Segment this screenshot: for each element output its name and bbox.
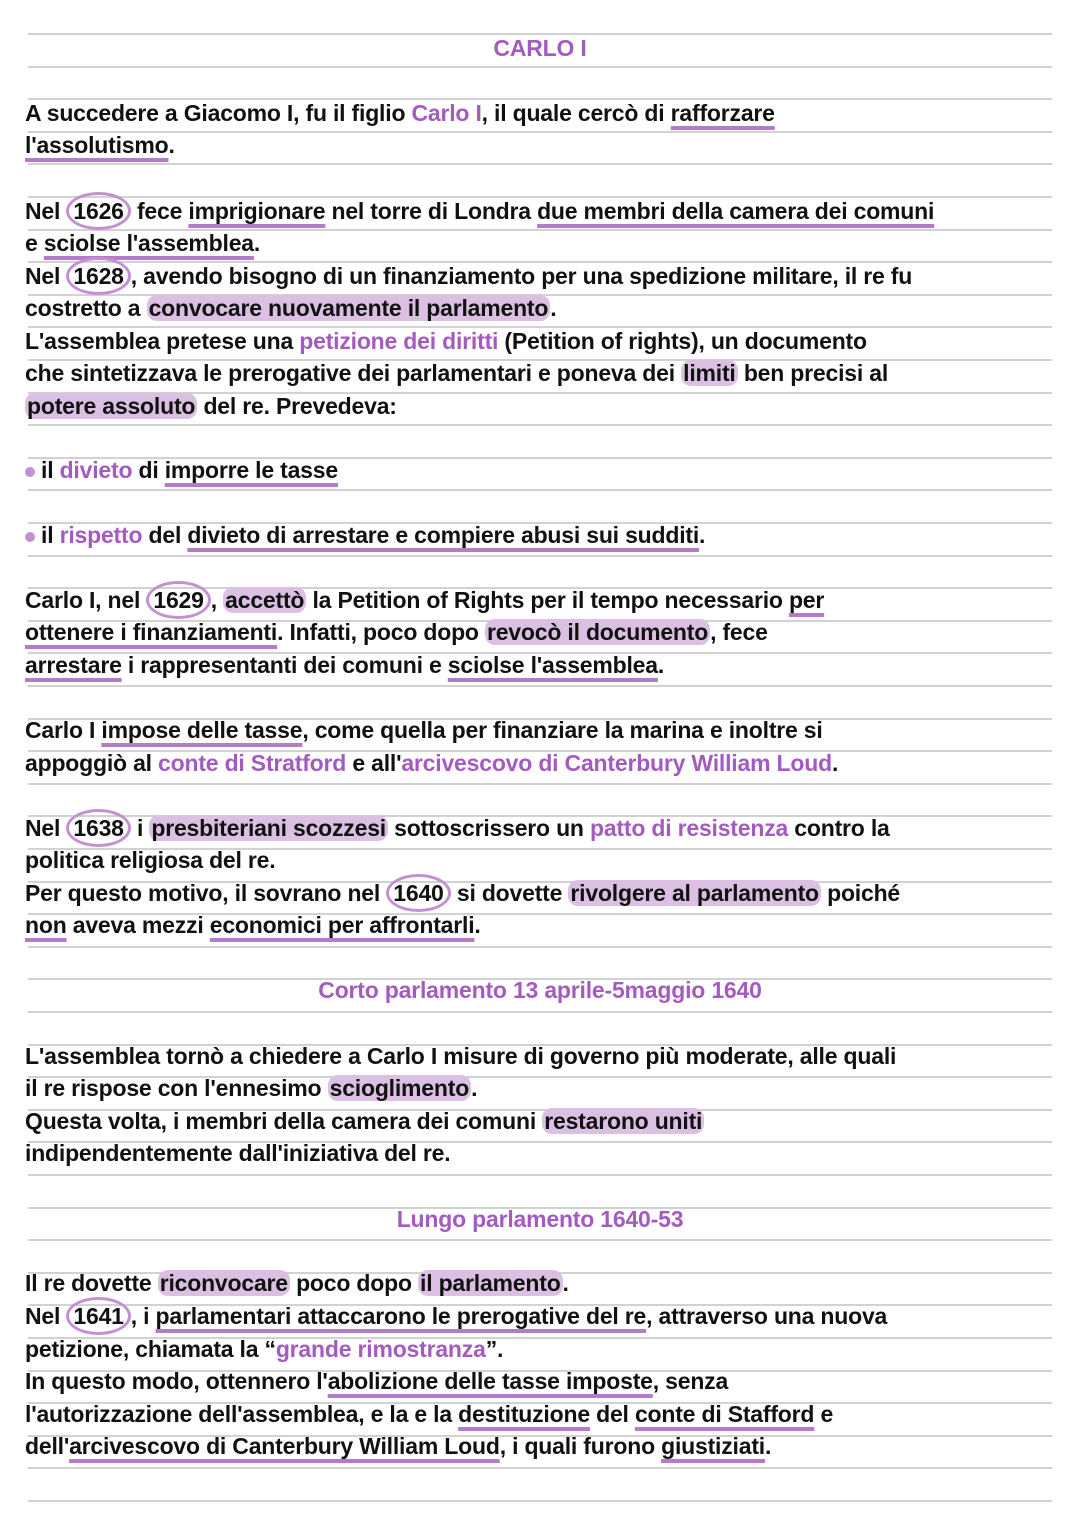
text-segment: dell'	[25, 1433, 70, 1459]
text-line	[25, 455, 338, 485]
text-line	[25, 391, 397, 421]
circled-year: 1640	[386, 874, 450, 912]
text-segment: , avendo bisogno di un finanziamento per una spedizione militare, il re fu	[130, 263, 913, 289]
underlined-text: destituzione	[458, 1401, 590, 1427]
underlined-text: arcivescovo di Canterbury William Loud	[69, 1433, 500, 1459]
text-segment: .	[831, 750, 839, 776]
text-segment: .	[474, 912, 481, 938]
text-line	[25, 98, 775, 128]
circled-year: 1629	[146, 581, 210, 619]
text-segment: appoggiò al	[25, 750, 159, 776]
text-segment: l'autorizzazione dell'assemblea, e la e la	[25, 1401, 459, 1427]
text-line	[25, 358, 888, 388]
highlighted-text: convocare nuovamente il parlamento	[148, 295, 549, 321]
text-line	[25, 1138, 450, 1168]
text-segment: (Petition of rights), un documento	[498, 328, 867, 354]
text-segment: ben precisi al	[737, 360, 889, 386]
keyword-text: CARLO I	[493, 35, 587, 61]
text-line	[25, 748, 838, 778]
text-segment: In questo modo, ottennero l'	[25, 1368, 328, 1394]
keyword-text: rispetto	[59, 522, 143, 548]
text-segment: poco dopo	[289, 1270, 418, 1296]
highlighted-text: riconvocare	[159, 1270, 288, 1296]
underlined-text: arrestare	[25, 652, 122, 678]
highlighted-text: revocò il documento	[486, 619, 709, 645]
text-segment: A succedere a Giacomo I, fu il figlio	[25, 100, 412, 126]
underlined-text: per	[788, 587, 825, 613]
text-line	[25, 1041, 896, 1071]
text-segment: politica religiosa del re.	[25, 847, 276, 873]
text-line	[25, 261, 912, 291]
text-segment: aveva mezzi	[66, 912, 210, 938]
text-segment: sottoscrissero un	[387, 815, 590, 841]
text-segment: del re. Prevedeva:	[197, 393, 397, 419]
text-segment: L'assemblea tornò a chiedere a Carlo I misure di governo più moderate, alle quali	[25, 1043, 897, 1069]
highlighted-text: rivolgere al parlamento	[570, 880, 819, 906]
underlined-text: divieto di arrestare e compiere abusi sui sudditi	[187, 522, 700, 548]
circled-year: 1626	[66, 192, 130, 230]
text-segment: .	[764, 1433, 772, 1459]
keyword-text: Corto parlamento 13 aprile-5maggio 1640	[318, 977, 762, 1003]
text-segment: di	[132, 457, 165, 483]
text-line	[25, 196, 934, 226]
text-segment: , senza	[652, 1368, 729, 1394]
keyword-text: patto di resistenza	[589, 815, 789, 841]
text-segment: la Petition of Rights per il tempo necessario	[306, 587, 789, 613]
text-segment: .	[550, 295, 557, 321]
text-segment: ,	[210, 587, 224, 613]
underlined-text: giustiziati	[661, 1433, 765, 1459]
text-segment: Nel	[25, 1303, 67, 1329]
text-segment: e all'	[346, 750, 402, 776]
keyword-text: grande rimostranza	[275, 1336, 486, 1362]
ruled-line	[28, 131, 1052, 133]
highlighted-text: potere assoluto	[27, 393, 196, 419]
text-segment: nel torre di Londra	[325, 198, 538, 224]
text-line	[25, 1399, 833, 1429]
text-segment: contro la	[788, 815, 890, 841]
ruled-line	[28, 424, 1052, 426]
text-line	[25, 1268, 569, 1298]
text-line	[25, 293, 556, 323]
ruled-line	[28, 163, 1052, 165]
section-heading	[0, 1204, 1080, 1234]
text-segment: del	[142, 522, 188, 548]
text-segment: i	[130, 815, 150, 841]
text-segment: che sintetizzava le prerogative dei parlamentari e poneva dei	[25, 360, 682, 386]
text-segment: Questa volta, i membri della camera dei comuni	[25, 1108, 543, 1134]
underlined-text: impose delle tasse	[101, 717, 303, 743]
ruled-line	[28, 1011, 1052, 1013]
underlined-text: rafforzare	[670, 100, 775, 126]
circled-year: 1628	[66, 257, 130, 295]
text-segment: . Infatti, poco dopo	[277, 619, 485, 645]
text-line	[25, 1431, 771, 1461]
underlined-text: imprigionare	[188, 198, 326, 224]
text-line	[25, 1366, 728, 1396]
highlighted-text: limiti	[683, 360, 736, 386]
text-line	[25, 228, 260, 258]
keyword-text: Lungo parlamento 1640-53	[396, 1206, 684, 1232]
text-segment: Nel	[25, 198, 67, 224]
text-segment: , i	[130, 1303, 156, 1329]
underlined-text: non	[25, 912, 67, 938]
text-segment: .	[168, 132, 175, 158]
text-segment: .	[562, 1270, 569, 1296]
text-segment: .	[657, 652, 665, 678]
highlighted-text: scioglimento	[329, 1075, 470, 1101]
text-segment: indipendentemente dall'iniziativa del re.	[25, 1140, 451, 1166]
highlighted-text: il parlamento	[420, 1270, 561, 1296]
text-segment: i rappresentanti dei comuni e	[121, 652, 448, 678]
text-line	[25, 1301, 887, 1331]
text-segment: e	[25, 230, 44, 256]
text-segment: Nel	[25, 815, 67, 841]
text-segment: .	[253, 230, 261, 256]
text-line	[25, 878, 900, 908]
text-line	[25, 1334, 503, 1364]
ruled-line	[28, 1467, 1052, 1469]
text-line	[25, 1073, 477, 1103]
text-line	[25, 617, 768, 647]
ruled-line	[28, 783, 1052, 785]
text-segment: , fece	[710, 619, 768, 645]
text-line	[25, 326, 867, 356]
text-line	[25, 650, 664, 680]
text-segment: il	[41, 522, 60, 548]
underlined-text: imporre le tasse	[164, 457, 338, 483]
underlined-text: l'assolutismo	[25, 132, 169, 158]
keyword-text: petizione dei diritti	[299, 328, 499, 354]
circled-year: 1638	[66, 809, 130, 847]
ruled-line	[28, 1239, 1052, 1241]
highlighted-text: accettò	[225, 587, 305, 613]
text-segment: il re rispose con l'ennesimo	[25, 1075, 328, 1101]
text-segment: .	[471, 1075, 478, 1101]
text-segment: , attraverso una nuova	[646, 1303, 888, 1329]
ruled-line	[28, 685, 1052, 687]
text-line	[25, 813, 890, 843]
underlined-text: sciolse l'assemblea	[447, 652, 658, 678]
keyword-text: Carlo I	[411, 100, 482, 126]
text-segment: Nel	[25, 263, 67, 289]
underlined-text: economici per affrontarli	[209, 912, 475, 938]
text-line	[25, 520, 705, 550]
text-segment: Carlo I	[25, 717, 102, 743]
text-line	[25, 845, 275, 875]
text-line	[25, 910, 481, 940]
ruled-line	[28, 555, 1052, 557]
text-line	[25, 585, 824, 615]
text-segment: poiché	[820, 880, 901, 906]
text-segment: Il re dovette	[25, 1270, 158, 1296]
text-segment: fece	[130, 198, 189, 224]
section-heading	[0, 33, 1080, 63]
text-segment: , i quali furono	[499, 1433, 662, 1459]
text-segment: Carlo I, nel	[25, 587, 147, 613]
text-segment: .	[699, 522, 706, 548]
text-line	[25, 130, 175, 160]
section-heading	[0, 975, 1080, 1005]
text-line	[25, 1106, 704, 1136]
text-segment: ”.	[485, 1336, 504, 1362]
highlighted-text: presbiteriani scozzesi	[151, 815, 386, 841]
bullet-icon	[25, 532, 35, 542]
text-segment: del	[589, 1401, 635, 1427]
text-segment: , come quella per finanziare la marina e inoltre si	[302, 717, 823, 743]
ruled-line	[28, 1174, 1052, 1176]
keyword-text: divieto	[59, 457, 133, 483]
text-segment: , il quale cercò di	[481, 100, 671, 126]
underlined-text: conte di Stafford	[634, 1401, 815, 1427]
text-segment: Per questo motivo, il sovrano nel	[25, 880, 387, 906]
underlined-text: parlamentari attaccarono le prerogative del re	[155, 1303, 647, 1329]
keyword-text: conte di Stratford	[158, 750, 347, 776]
ruled-line	[28, 946, 1052, 948]
text-segment: si dovette	[450, 880, 569, 906]
underlined-text: due membri della camera dei comuni	[537, 198, 935, 224]
underlined-text: abolizione delle tasse imposte	[327, 1368, 653, 1394]
text-line	[25, 715, 823, 745]
text-segment: il	[41, 457, 60, 483]
text-segment: e	[814, 1401, 834, 1427]
underlined-text: sciolse l'assemblea	[43, 230, 254, 256]
keyword-text: arcivescovo di Canterbury William Loud	[401, 750, 832, 776]
text-segment: L'assemblea pretese una	[25, 328, 300, 354]
highlighted-text: restarono uniti	[544, 1108, 703, 1134]
text-segment: petizione, chiamata la “	[25, 1336, 276, 1362]
ruled-line	[28, 489, 1052, 491]
underlined-text: ottenere i finanziamenti	[25, 619, 278, 645]
text-segment: costretto a	[25, 295, 147, 321]
ruled-line	[28, 66, 1052, 68]
circled-year: 1641	[66, 1297, 130, 1335]
ruled-line	[28, 1500, 1052, 1502]
bullet-icon	[25, 467, 35, 477]
